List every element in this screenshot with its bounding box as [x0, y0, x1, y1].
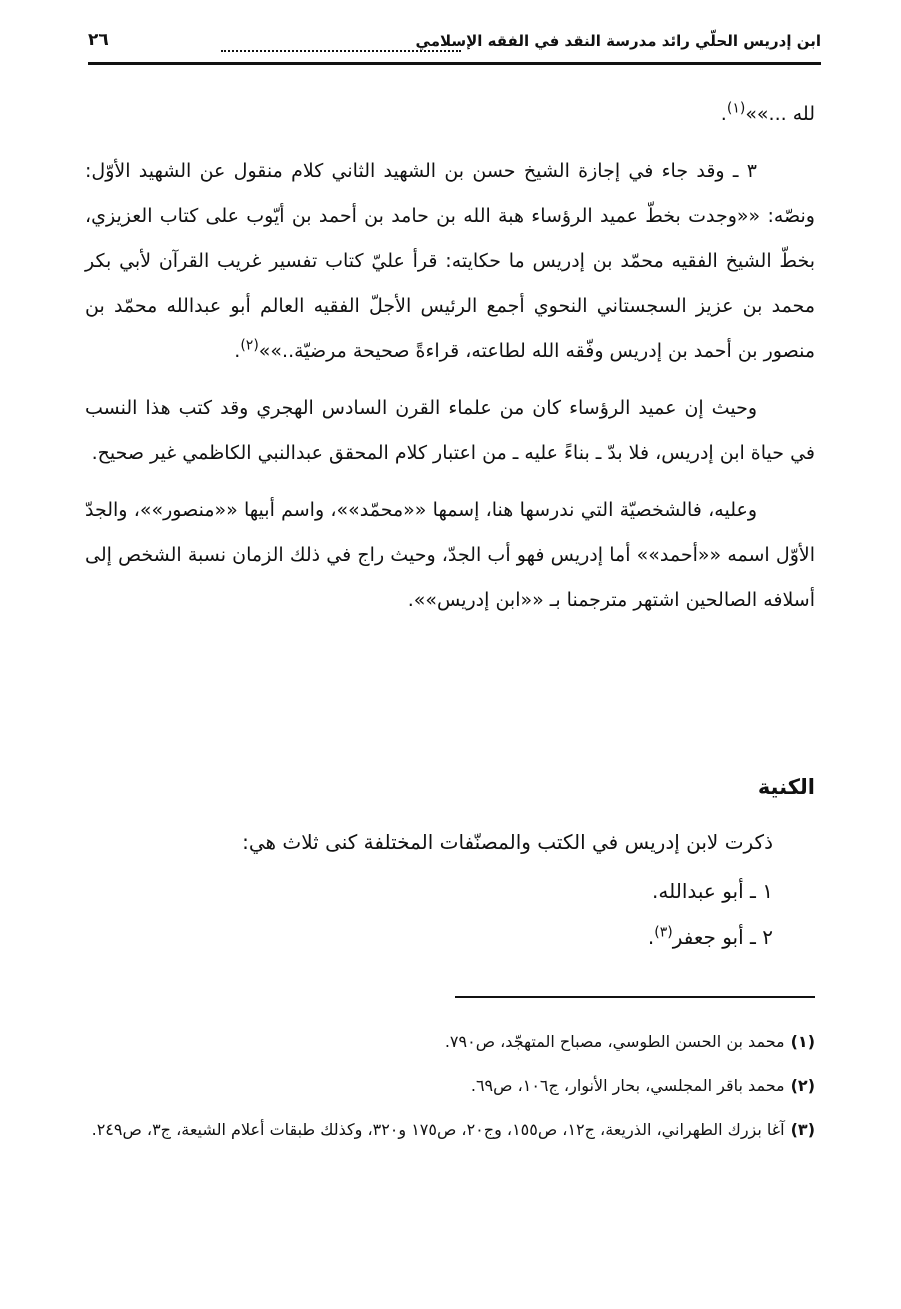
- footnote-number: (٢): [790, 1076, 815, 1095]
- paragraph-ijaza: ٣ ـ وقد جاء في إجازة الشيخ حسن بن الشهيد الثاني كلام منقول عن الشهيد الأوّل: ونصّه: ««وجدت بخطّ عميد الرؤساء هبة الله بن حامد بن أحمد بن أيّوب على كتاب العزيزي، بخطّ الشيخ الفقيه محمّد بن إدريس ما حكايته: قرأ عليّ كتاب تفسير غريب القرآن لأبي بكر محمد بن عزيز السجستاني النحوي أجمع الرئيس الأجلّ الفقيه العالم أبو عبدالله محمّد بن منصور بن أحمد بن إدريس وفّقه الله لطاعته، قراءةً صحيحة مرضيّة..»»$^{(٢)}$.: [85, 160, 815, 362]
- page-number: ٢٦: [88, 30, 109, 50]
- kunya-list: [85, 868, 815, 960]
- footnotes: [85, 1020, 815, 1152]
- footnote-text: آغا بزرك الطهراني، الذريعة، ج١٢، ص١٥٥، وج٢٠، ص١٧٥ و٣٢٠، وكذلك طبقات أعلام الشيعة، ج٣، ص٢٤٩.: [91, 1120, 785, 1139]
- header-leader-dots: [221, 32, 461, 52]
- footnote-2: [85, 1064, 815, 1108]
- section-intro: ذكرت لابن إدريس في الكتب والمصنّفات المختلفة كنى ثلاث هي:: [242, 830, 773, 854]
- footnote-1: [85, 1020, 815, 1064]
- paragraph-continuation: لله ...»»$^{(١)}$.: [720, 100, 815, 125]
- footnote-ref: (٣): [654, 924, 673, 941]
- footnote-text: محمد باقر المجلسي، بحار الأنوار، ج١٠٦، ص٦٩.: [470, 1076, 785, 1095]
- footnote-divider: [455, 996, 815, 998]
- paragraph-text: ٣ ـ وقد جاء في إجازة الشيخ حسن بن الشهيد الثاني كلام منقول عن الشهيد الأوّل: ونصّه: ««وجدت بخطّ عميد الرؤساء هبة الله بن حامد بن أحمد بن أيّوب على كتاب العزيزي، بخطّ الشيخ الفقيه محمّد بن إدريس ما حكايته: قرأ عليّ كتاب تفسير غريب القرآن لأبي بكر محمد بن عزيز السجستاني النحوي أجمع الرئيس الأجلّ الفقيه العالم أبو عبدالله محمّد بن منصور بن أحمد بن إدريس وفّقه الله لطاعته، قراءةً صحيحة مرضيّة..»»: [85, 160, 815, 362]
- list-item: ٢ ـ أبو جعفر$^{(٣)}$.: [647, 924, 773, 949]
- paragraph-text: لله ...»»: [745, 103, 815, 125]
- kunya-section: [85, 770, 815, 960]
- paragraph-lineage: وحيث إن عميد الرؤساء كان من علماء القرن السادس الهجري وقد كتب هذا النسب في حياة ابن إدريس، فلا بدّ ـ بناءً عليه ـ من اعتبار كلام المحقق عبدالنبي الكاظمي غير صحيح.: [85, 397, 815, 464]
- footnote-ref: (١): [726, 100, 746, 117]
- footnote-3: [85, 1108, 815, 1152]
- footnote-number: (٣): [790, 1120, 815, 1139]
- footnote-number: (١): [790, 1032, 815, 1051]
- header-rule: [88, 62, 821, 65]
- list-item-text: ٢ ـ أبو جعفر: [672, 925, 773, 949]
- footnote-ref: (٢): [240, 337, 259, 354]
- main-text: [85, 92, 815, 635]
- section-heading: الكنية: [757, 775, 815, 799]
- list-item: ١ ـ أبو عبدالله.: [652, 879, 773, 903]
- running-header: [88, 28, 821, 68]
- paragraph-conclusion: وعليه، فالشخصيّة التي ندرسها هنا، إسمها ««محمّد»»، واسم أبيها ««منصور»»، والجدّ الأوّل اسمه ««أحمد»» أما إدريس فهو أب الجدّ، وحيث راج في ذلك الزمان نسبة الشخص إلى أسلافه الصالحين اشتهر مترجمنا بـ ««ابن إدريس»».: [85, 499, 815, 611]
- footnote-text: محمد بن الحسن الطوسي، مصباح المتهجّد، ص٧٩٠.: [444, 1032, 785, 1051]
- running-title: ابن إدريس الحلّي رائد مدرسة النقد في الفقه الإسلامي: [415, 32, 821, 50]
